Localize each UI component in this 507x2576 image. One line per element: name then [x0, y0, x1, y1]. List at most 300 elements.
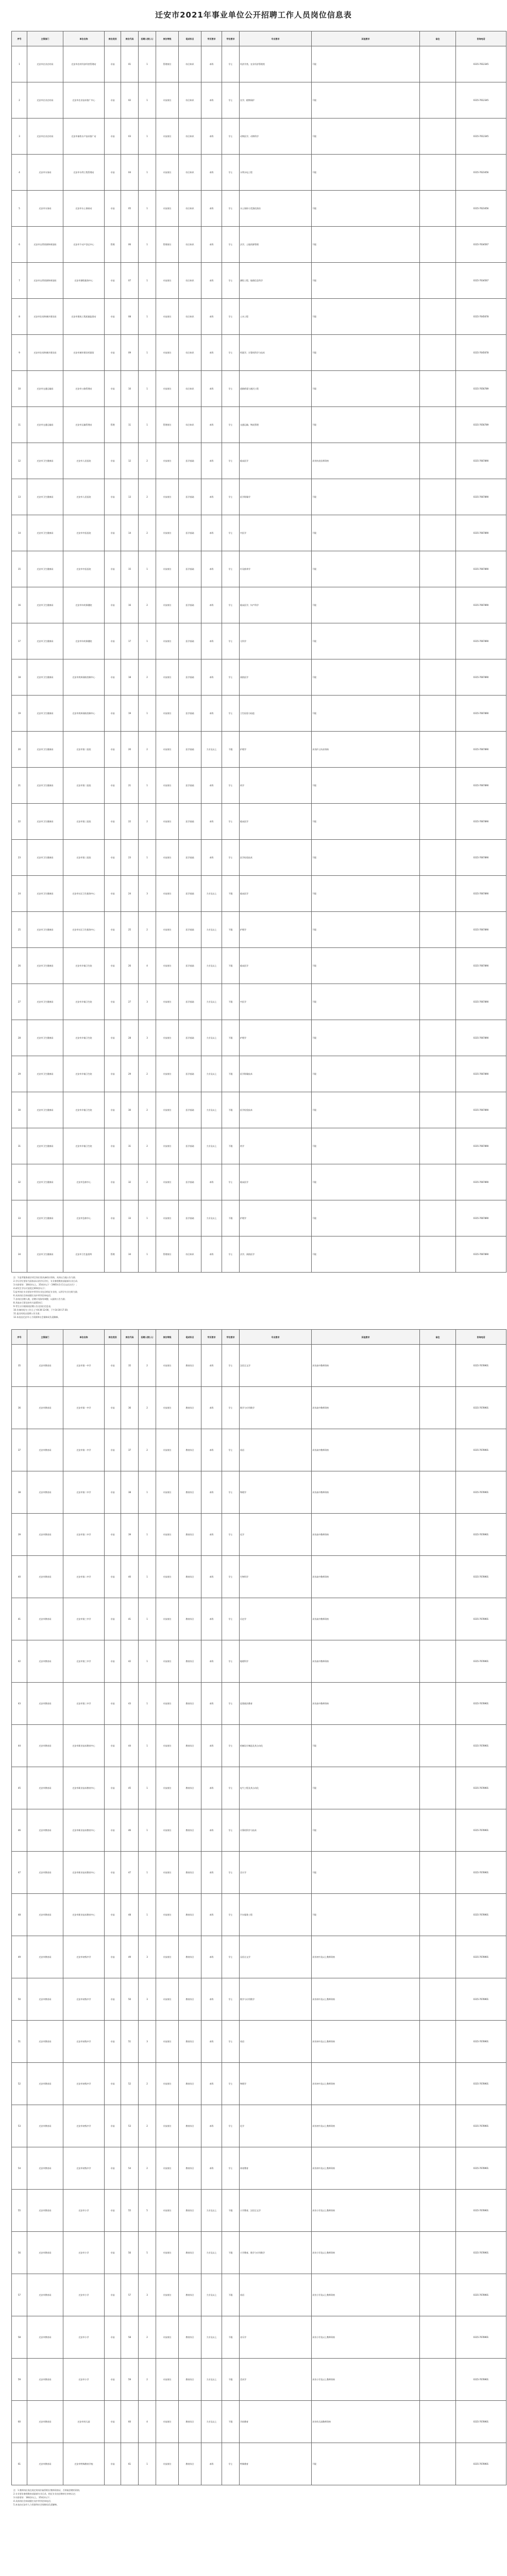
cell-other: 不限 — [312, 407, 420, 443]
cell-unit: 迁安市人民医院 — [63, 479, 105, 515]
cell-unit: 迁安市社区卫生服务中心 — [63, 876, 105, 912]
cell-code: 06 — [121, 227, 139, 263]
cell-edu: 本科 — [201, 2147, 222, 2190]
cell-edu: 大专及以上 — [201, 876, 222, 912]
cell-num: 2 — [139, 443, 156, 479]
cell-dept: 迁安市卫生健康局 — [27, 804, 63, 840]
cell-unit: 迁安市职业技术教育中心 — [63, 1852, 105, 1894]
cell-code: 57 — [121, 2274, 139, 2316]
cell-edu: 本科 — [201, 2443, 222, 2485]
cell-edu: 本科 — [201, 1514, 222, 1556]
cell-major: 护理学 — [240, 732, 312, 768]
cell-edu: 大专及以上 — [201, 2232, 222, 2274]
cell-note — [420, 1164, 456, 1200]
cell-other: 不限 — [312, 1809, 420, 1852]
cell-cat: 专技 — [105, 1345, 121, 1387]
cell-no: 15 — [12, 551, 27, 587]
cell-exam: 医学基础 — [179, 1020, 201, 1056]
cell-edu: 本科 — [201, 46, 222, 82]
cell-edu: 大专及以上 — [201, 2401, 222, 2443]
cell-cat: 专技 — [105, 2232, 121, 2274]
cell-num: 2 — [139, 1164, 156, 1200]
cell-note — [420, 1725, 456, 1767]
cell-deg: 不限 — [222, 876, 240, 912]
cell-code: 46 — [121, 1809, 139, 1852]
cell-note — [420, 2359, 456, 2401]
cell-exam: 综合知识 — [179, 371, 201, 407]
cell-code: 32 — [121, 1164, 139, 1200]
cell-unit: 迁安市乡镇卫生院 — [63, 984, 105, 1020]
cell-edu: 本科 — [201, 335, 222, 371]
cell-num: 1 — [139, 118, 156, 155]
cell-num: 3 — [139, 984, 156, 1020]
cell-note — [420, 1236, 456, 1273]
cell-unit: 迁安市乡镇卫生院 — [63, 1092, 105, 1128]
cell-dept: 迁安市卫生健康局 — [27, 1056, 63, 1092]
cell-deg: 不限 — [222, 1128, 240, 1164]
cell-unit: 迁安市畜牧水产技术推广站 — [63, 118, 105, 155]
cell-edu: 大专及以上 — [201, 1092, 222, 1128]
cell-phone: 0315-7678901 — [456, 1387, 506, 1429]
cell-other: 具有高中教师资格 — [312, 1598, 420, 1640]
cell-num: 1 — [139, 82, 156, 118]
table-row — [12, 191, 506, 227]
cell-dept: 迁安市教育局 — [27, 2021, 63, 2063]
cell-phone: 0315-7678901 — [456, 1936, 506, 1978]
cell-cat: 专技 — [105, 263, 121, 299]
cell-deg: 学士 — [222, 1725, 240, 1767]
cell-level: 专技岗位 — [156, 984, 179, 1020]
cell-dept: 迁安市住房和城乡建设局 — [27, 335, 63, 371]
cell-code: 26 — [121, 948, 139, 984]
cell-exam: 教育综合 — [179, 1345, 201, 1387]
column-header: 岗位类别 — [105, 31, 121, 46]
cell-note — [420, 912, 456, 948]
column-header: 单位名称 — [63, 1330, 105, 1345]
cell-note — [420, 1514, 456, 1556]
table-row — [12, 1767, 506, 1809]
table-row — [12, 335, 506, 371]
cell-unit: 迁安市急救中心 — [63, 1164, 105, 1200]
cell-dept: 迁安市卫生健康局 — [27, 1200, 63, 1236]
cell-dept: 迁安市教育局 — [27, 2316, 63, 2359]
cell-deg: 学士 — [222, 696, 240, 732]
cell-num: 2 — [139, 2063, 156, 2105]
table-row — [12, 1852, 506, 1894]
cell-phone: 0315-7612345 — [456, 82, 506, 118]
cell-level: 专技岗位 — [156, 1683, 179, 1725]
cell-level: 专技岗位 — [156, 1345, 179, 1387]
table-row — [12, 82, 506, 118]
cell-num: 2 — [139, 804, 156, 840]
cell-code: 07 — [121, 263, 139, 299]
cell-deg: 学士 — [222, 191, 240, 227]
cell-unit: 迁安市第二中学 — [63, 1514, 105, 1556]
cell-phone: 0315-7667890 — [456, 1200, 506, 1236]
table-row — [12, 2401, 506, 2443]
cell-num: 1 — [139, 191, 156, 227]
cell-exam: 教育综合 — [179, 1894, 201, 1936]
cell-cat: 专技 — [105, 1725, 121, 1767]
column-header: 单位名称 — [63, 31, 105, 46]
cell-code: 49 — [121, 1936, 139, 1978]
cell-no: 33 — [12, 1200, 27, 1236]
cell-code: 40 — [121, 1556, 139, 1598]
cell-edu: 本科 — [201, 1556, 222, 1598]
cell-exam: 综合知识 — [179, 82, 201, 118]
cell-num: 1 — [139, 623, 156, 659]
cell-exam: 综合知识 — [179, 299, 201, 335]
cell-note — [420, 2190, 456, 2232]
cell-deg: 学士 — [222, 2443, 240, 2485]
cell-exam: 教育综合 — [179, 1514, 201, 1556]
cell-level: 专技岗位 — [156, 2316, 179, 2359]
column-header: 备注 — [420, 1330, 456, 1345]
cell-edu: 本科 — [201, 118, 222, 155]
cell-major: 卫生检验与检疫 — [240, 696, 312, 732]
cell-deg: 学士 — [222, 1236, 240, 1273]
table-row — [12, 1640, 506, 1683]
cell-level: 专技岗位 — [156, 299, 179, 335]
cell-deg: 学士 — [222, 263, 240, 299]
cell-deg: 学士 — [222, 155, 240, 191]
cell-note — [420, 2316, 456, 2359]
cell-num: 2 — [139, 912, 156, 948]
cell-deg: 学士 — [222, 371, 240, 407]
cell-major: 土木工程 — [240, 299, 312, 335]
cell-other: 不限 — [312, 1092, 420, 1128]
cell-num: 2 — [139, 659, 156, 696]
cell-major: 临床医学 — [240, 804, 312, 840]
cell-code: 11 — [121, 407, 139, 443]
column-header: 岗位类别 — [105, 1330, 121, 1345]
cell-unit: 迁安市小学 — [63, 2359, 105, 2401]
cell-exam: 医学基础 — [179, 1128, 201, 1164]
cell-deg: 学士 — [222, 1640, 240, 1683]
table-row — [12, 2316, 506, 2359]
cell-deg: 不限 — [222, 1056, 240, 1092]
column-header: 招聘人数(人) — [139, 1330, 156, 1345]
cell-unit: 迁安市急救中心 — [63, 1200, 105, 1236]
cell-phone: 0315-7678901 — [456, 1767, 506, 1809]
cell-unit: 迁安市疾病预防控制中心 — [63, 696, 105, 732]
cell-code: 20 — [121, 732, 139, 768]
cell-other: 不限 — [312, 2443, 420, 2485]
cell-dept: 迁安市卫生健康局 — [27, 912, 63, 948]
cell-major: 药学 — [240, 1128, 312, 1164]
cell-unit: 迁安市初级中学 — [63, 1936, 105, 1978]
cell-exam: 综合知识 — [179, 407, 201, 443]
cell-no: 21 — [12, 768, 27, 804]
cell-major: 数学与应用数学 — [240, 1978, 312, 2021]
cell-unit: 迁安市建筑工程质量监督站 — [63, 299, 105, 335]
cell-other: 具有小学及以上教师资格 — [312, 2359, 420, 2401]
cell-num: 4 — [139, 948, 156, 984]
cell-phone: 0315-7634567 — [456, 227, 506, 263]
cell-note — [420, 840, 456, 876]
table-row — [12, 2274, 506, 2316]
cell-edu: 大专及以上 — [201, 1056, 222, 1092]
cell-dept: 迁安市教育局 — [27, 1809, 63, 1852]
cell-other: 不限 — [312, 768, 420, 804]
cell-no: 29 — [12, 1056, 27, 1092]
cell-exam: 医学基础 — [179, 623, 201, 659]
cell-unit: 迁安市初级中学 — [63, 2021, 105, 2063]
cell-level: 专技岗位 — [156, 2401, 179, 2443]
cell-phone: 0315-7678901 — [456, 2232, 506, 2274]
table-row — [12, 1556, 506, 1598]
cell-dept: 迁安市教育局 — [27, 2232, 63, 2274]
cell-dept: 迁安市卫生健康局 — [27, 732, 63, 768]
cell-exam: 教育综合 — [179, 2443, 201, 2485]
cell-no: 34 — [12, 1236, 27, 1273]
cell-edu: 本科 — [201, 1236, 222, 1273]
cell-note — [420, 335, 456, 371]
cell-note — [420, 1429, 456, 1471]
cell-exam: 医学基础 — [179, 443, 201, 479]
cell-level: 专技岗位 — [156, 1640, 179, 1683]
cell-exam: 医学基础 — [179, 659, 201, 696]
table-row — [12, 479, 506, 515]
cell-num: 1 — [139, 46, 156, 82]
cell-phone: 0315-7634567 — [456, 263, 506, 299]
cell-level: 专技岗位 — [156, 912, 179, 948]
cell-cat: 专技 — [105, 443, 121, 479]
cell-major: 历史学 — [240, 1598, 312, 1640]
cell-unit: 迁安市中医医院 — [63, 551, 105, 587]
cell-note — [420, 263, 456, 299]
column-header: 岗位等级 — [156, 31, 179, 46]
cell-phone: 0315-7678901 — [456, 2105, 506, 2147]
table-row — [12, 2021, 506, 2063]
cell-note — [420, 515, 456, 551]
table-row — [12, 1164, 506, 1200]
cell-level: 专技岗位 — [156, 118, 179, 155]
cell-exam: 医学基础 — [179, 1092, 201, 1128]
cell-other: 具有初中及以上教师资格 — [312, 2021, 420, 2063]
cell-exam: 教育综合 — [179, 2063, 201, 2105]
cell-note — [420, 1936, 456, 1978]
cell-cat: 专技 — [105, 912, 121, 948]
cell-unit: 迁安市职业技术教育中心 — [63, 1894, 105, 1936]
cell-code: 02 — [121, 82, 139, 118]
cell-dept: 迁安市教育局 — [27, 2274, 63, 2316]
cell-level: 专技岗位 — [156, 263, 179, 299]
cell-edu: 本科 — [201, 515, 222, 551]
cell-deg: 不限 — [222, 2190, 240, 2232]
table-row — [12, 551, 506, 587]
cell-exam: 教育综合 — [179, 1683, 201, 1725]
cell-code: 27 — [121, 984, 139, 1020]
column-header: 学位要求 — [222, 31, 240, 46]
cell-exam: 医学基础 — [179, 768, 201, 804]
cell-unit: 迁安市第二中学 — [63, 1471, 105, 1514]
cell-no: 55 — [12, 2190, 27, 2232]
cell-phone: 0315-7678901 — [456, 2443, 506, 2485]
cell-dept: 迁安市教育局 — [27, 2401, 63, 2443]
cell-deg: 学士 — [222, 804, 240, 840]
cell-phone: 0315-7667890 — [456, 515, 506, 551]
cell-deg: 学士 — [222, 1936, 240, 1978]
cell-phone: 0315-7678901 — [456, 1429, 506, 1471]
cell-edu: 大专及以上 — [201, 948, 222, 984]
note-line: 注：1.报考服务基层项目岗位需具备相应资格，具体以当地公告为准； — [13, 1276, 77, 1279]
cell-no: 18 — [12, 659, 27, 696]
cell-dept: 迁安市教育局 — [27, 2105, 63, 2147]
cell-exam: 教育综合 — [179, 1640, 201, 1683]
cell-dept: 迁安市自然资源和规划局 — [27, 263, 63, 299]
cell-phone: 0315-7678901 — [456, 1471, 506, 1514]
cell-no: 44 — [12, 1725, 27, 1767]
cell-phone: 0315-7656789 — [456, 407, 506, 443]
cell-major: 医学影像学 — [240, 479, 312, 515]
cell-phone: 0315-7678901 — [456, 1345, 506, 1387]
cell-note — [420, 479, 456, 515]
cell-phone: 0315-7678901 — [456, 2316, 506, 2359]
cell-other: 不限 — [312, 551, 420, 587]
cell-no: 40 — [12, 1556, 27, 1598]
cell-level: 专技岗位 — [156, 948, 179, 984]
cell-dept: 迁安市农业农村局 — [27, 82, 63, 118]
cell-note — [420, 2274, 456, 2316]
cell-edu: 大专及以上 — [201, 912, 222, 948]
column-header: 岗位等级 — [156, 1330, 179, 1345]
cell-unit: 迁安市第二中学 — [63, 1556, 105, 1598]
cell-dept: 迁安市卫生健康局 — [27, 587, 63, 623]
cell-level: 专技岗位 — [156, 1128, 179, 1164]
cell-other: 不限 — [312, 876, 420, 912]
cell-edu: 本科 — [201, 840, 222, 876]
table-row — [12, 1894, 506, 1936]
cell-exam: 教育综合 — [179, 2147, 201, 2190]
cell-level: 专技岗位 — [156, 804, 179, 840]
cell-dept: 迁安市卫生健康局 — [27, 948, 63, 984]
cell-other: 不限 — [312, 82, 420, 118]
cell-level: 专技岗位 — [156, 155, 179, 191]
cell-no: 54 — [12, 2147, 27, 2190]
cell-dept: 迁安市卫生健康局 — [27, 1020, 63, 1056]
cell-unit: 迁安市卫生监督所 — [63, 1236, 105, 1273]
cell-level: 专技岗位 — [156, 1387, 179, 1429]
cell-no: 9 — [12, 335, 27, 371]
cell-deg: 学士 — [222, 623, 240, 659]
table-row — [12, 2443, 506, 2485]
cell-deg: 学士 — [222, 1598, 240, 1640]
cell-exam: 教育综合 — [179, 1598, 201, 1640]
cell-phone: 0315-7678901 — [456, 2063, 506, 2105]
cell-deg: 学士 — [222, 768, 240, 804]
cell-other: 不限 — [312, 1767, 420, 1809]
cell-deg: 学士 — [222, 2147, 240, 2190]
cell-cat: 专技 — [105, 2021, 121, 2063]
cell-deg: 不限 — [222, 1020, 240, 1056]
cell-num: 1 — [139, 371, 156, 407]
cell-other: 具有高中教师资格 — [312, 1640, 420, 1683]
cell-other: 不限 — [312, 335, 420, 371]
cell-cat: 专技 — [105, 1092, 121, 1128]
column-header: 专业要求 — [240, 31, 312, 46]
cell-cat: 专技 — [105, 1429, 121, 1471]
cell-deg: 学士 — [222, 1894, 240, 1936]
cell-level: 专技岗位 — [156, 1852, 179, 1894]
cell-edu: 本科 — [201, 1471, 222, 1514]
cell-unit: 迁安市小学 — [63, 2232, 105, 2274]
cell-num: 1 — [139, 1725, 156, 1767]
cell-exam: 医学基础 — [179, 1164, 201, 1200]
cell-major: 医学检验技术 — [240, 1092, 312, 1128]
cell-level: 专技岗位 — [156, 2021, 179, 2063]
cell-num: 2 — [139, 1429, 156, 1471]
cell-unit: 迁安市小学 — [63, 2316, 105, 2359]
cell-unit: 迁安市中医医院 — [63, 515, 105, 551]
cell-level: 管理岗位 — [156, 46, 179, 82]
cell-other: 具有高中教师资格 — [312, 1556, 420, 1598]
cell-phone: 0315-7667890 — [456, 1236, 506, 1273]
cell-other: 不限 — [312, 984, 420, 1020]
cell-note — [420, 804, 456, 840]
cell-level: 专技岗位 — [156, 1514, 179, 1556]
cell-cat: 专技 — [105, 1852, 121, 1894]
cell-no: 30 — [12, 1092, 27, 1128]
cell-major: 动物医学、动物科学 — [240, 118, 312, 155]
cell-phone: 0315-7612345 — [456, 46, 506, 82]
cell-code: 41 — [121, 1598, 139, 1640]
cell-num: 3 — [139, 1978, 156, 2021]
cell-deg: 学士 — [222, 515, 240, 551]
cell-dept: 迁安市卫生健康局 — [27, 659, 63, 696]
cell-cat: 专技 — [105, 1936, 121, 1978]
cell-exam: 教育综合 — [179, 1556, 201, 1598]
note-line: 3.年龄要求：18周岁以上、35周岁以下； — [13, 2496, 52, 2499]
cell-level: 专技岗位 — [156, 1894, 179, 1936]
cell-num: 5 — [139, 2190, 156, 2232]
cell-code: 58 — [121, 2316, 139, 2359]
cell-unit: 迁安市第三中学 — [63, 1683, 105, 1725]
table-row — [12, 1092, 506, 1128]
cell-dept: 迁安市教育局 — [27, 1894, 63, 1936]
cell-dept: 迁安市教育局 — [27, 2359, 63, 2401]
cell-code: 33 — [121, 1200, 139, 1236]
cell-no: 28 — [12, 1020, 27, 1056]
cell-deg: 学士 — [222, 46, 240, 82]
cell-major: 物理学 — [240, 1471, 312, 1514]
cell-exam: 医学基础 — [179, 948, 201, 984]
cell-other: 不限 — [312, 1852, 420, 1894]
cell-dept: 迁安市教育局 — [27, 1387, 63, 1429]
cell-num: 1 — [139, 551, 156, 587]
cell-num: 1 — [139, 1514, 156, 1556]
cell-no: 58 — [12, 2316, 27, 2359]
table-row — [12, 1056, 506, 1092]
cell-num: 1 — [139, 155, 156, 191]
cell-num: 1 — [139, 696, 156, 732]
cell-deg: 学士 — [222, 1852, 240, 1894]
cell-dept: 迁安市卫生健康局 — [27, 623, 63, 659]
cell-edu: 本科 — [201, 479, 222, 515]
cell-code: 08 — [121, 299, 139, 335]
cell-major: 学前教育 — [240, 2401, 312, 2443]
cell-code: 48 — [121, 1894, 139, 1936]
note-line: 2.专业要求参照教育部最新专业目录，相近专业由招聘单位审核认定； — [13, 2493, 77, 2495]
cell-edu: 本科 — [201, 227, 222, 263]
cell-cat: 专技 — [105, 1128, 121, 1164]
cell-code: 19 — [121, 696, 139, 732]
cell-exam: 教育综合 — [179, 1809, 201, 1852]
table-row — [12, 1809, 506, 1852]
cell-unit: 迁安市公路管理站 — [63, 371, 105, 407]
cell-edu: 大专及以上 — [201, 984, 222, 1020]
cell-deg: 学士 — [222, 443, 240, 479]
